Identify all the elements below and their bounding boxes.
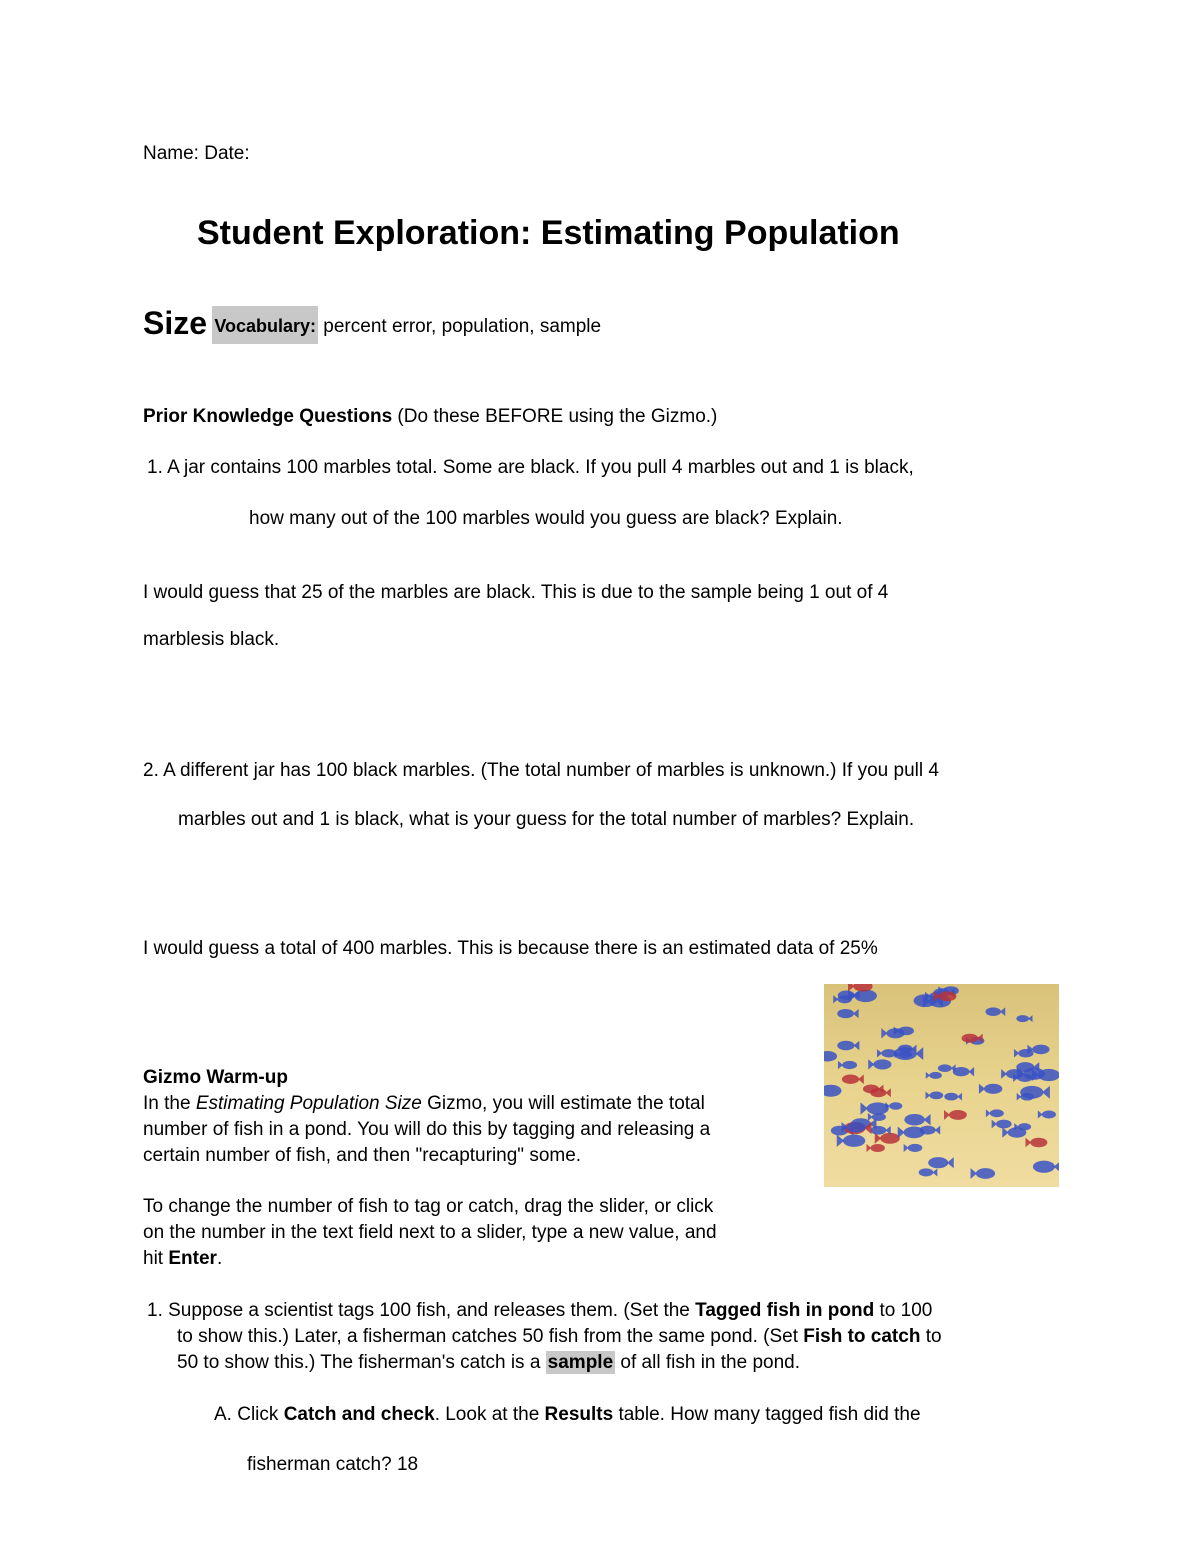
warmup-text: . <box>216 1248 223 1269</box>
warmup-p1-line-2: number of fish in a pond. You will do this by tagging and releasing a <box>143 1119 711 1140</box>
answer-1-line-2: marblesis black. <box>143 629 280 650</box>
item-text: to 100 <box>874 1300 933 1321</box>
question-1-line-1: 1. A jar contains 100 marbles total. Some are black. If you pull 4 marbles out and 1 is black, <box>147 457 914 478</box>
item-text: 1. Suppose a scientist tags 100 fish, and releases them. (Set the <box>147 1300 696 1321</box>
fish-to-catch-label: Fish to catch <box>803 1326 921 1347</box>
fish-pond-image <box>824 984 1059 1187</box>
prior-heading-bold: Prior Knowledge Questions <box>143 406 393 427</box>
warmup-text: hit <box>143 1248 169 1269</box>
warmup-text: In the <box>143 1093 196 1114</box>
size-vocabulary-line <box>143 305 601 342</box>
item-text: A. Click <box>214 1404 284 1425</box>
item-1-line-1 <box>147 1300 932 1322</box>
item-text: to <box>920 1326 942 1347</box>
gizmo-name: Estimating Population Size <box>195 1093 422 1114</box>
warmup-p2-line-3 <box>143 1248 222 1270</box>
item-text: 50 to show this.) The fisherman's catch is a <box>177 1352 546 1373</box>
results-label: Results <box>544 1404 614 1425</box>
size-word: Size <box>143 305 208 341</box>
warmup-heading <box>143 1067 288 1089</box>
warmup-p2-line-2: on the number in the text field next to a slider, type a new value, and <box>143 1222 717 1243</box>
answer-1-line-1: I would guess that 25 of the marbles are black. This is due to the sample being 1 out of 4 <box>143 582 889 603</box>
tagged-fish-label: Tagged fish in pond <box>695 1300 875 1321</box>
answer-2-line-1: I would guess a total of 400 marbles. This is because there is an estimated data of 25% <box>143 938 878 959</box>
item-text: to show this.) Later, a fisherman catches 50 fish from the same pond. (Set <box>177 1326 804 1347</box>
item-1-line-2 <box>177 1326 942 1348</box>
warmup-p1-line-3: certain number of fish, and then "recapturing" some. <box>143 1145 582 1166</box>
item-1a-line-2: fisherman catch? 18 <box>247 1454 419 1475</box>
sample-term: sample <box>547 1352 614 1373</box>
question-2-line-2: marbles out and 1 is black, what is your guess for the total number of marbles? Explain. <box>178 809 915 830</box>
catch-and-check-label: Catch and check <box>283 1404 435 1425</box>
warmup-text: Gizmo, you will estimate the total <box>421 1093 705 1114</box>
item-text: table. How many tagged fish did the <box>613 1404 921 1425</box>
warmup-heading-text: Gizmo Warm-up <box>143 1067 288 1088</box>
prior-knowledge-heading <box>143 406 717 428</box>
question-2-line-1: 2. A different jar has 100 black marbles. (The total number of marbles is unknown.) If you pull 4 <box>143 760 939 781</box>
warmup-p1-line-1 <box>143 1093 705 1115</box>
fish-pond-illustration <box>824 984 1059 1187</box>
name-date-line: Name: Date: <box>143 143 250 164</box>
item-1a-line-1 <box>214 1404 921 1426</box>
warmup-p2-line-1: To change the number of fish to tag or catch, drag the slider, or click <box>143 1196 714 1217</box>
item-1-line-3 <box>177 1352 800 1374</box>
vocabulary-label: Vocabulary: <box>212 306 318 344</box>
item-text: of all fish in the pond. <box>615 1352 800 1373</box>
page-title: Student Exploration: Estimating Population <box>197 214 900 252</box>
vocabulary-terms: percent error, population, sample <box>318 316 602 337</box>
enter-key-label: Enter <box>168 1248 217 1269</box>
question-1-line-2: how many out of the 100 marbles would you guess are black? Explain. <box>249 508 843 529</box>
prior-heading-note: (Do these BEFORE using the Gizmo.) <box>392 406 718 427</box>
item-text: . Look at the <box>434 1404 545 1425</box>
